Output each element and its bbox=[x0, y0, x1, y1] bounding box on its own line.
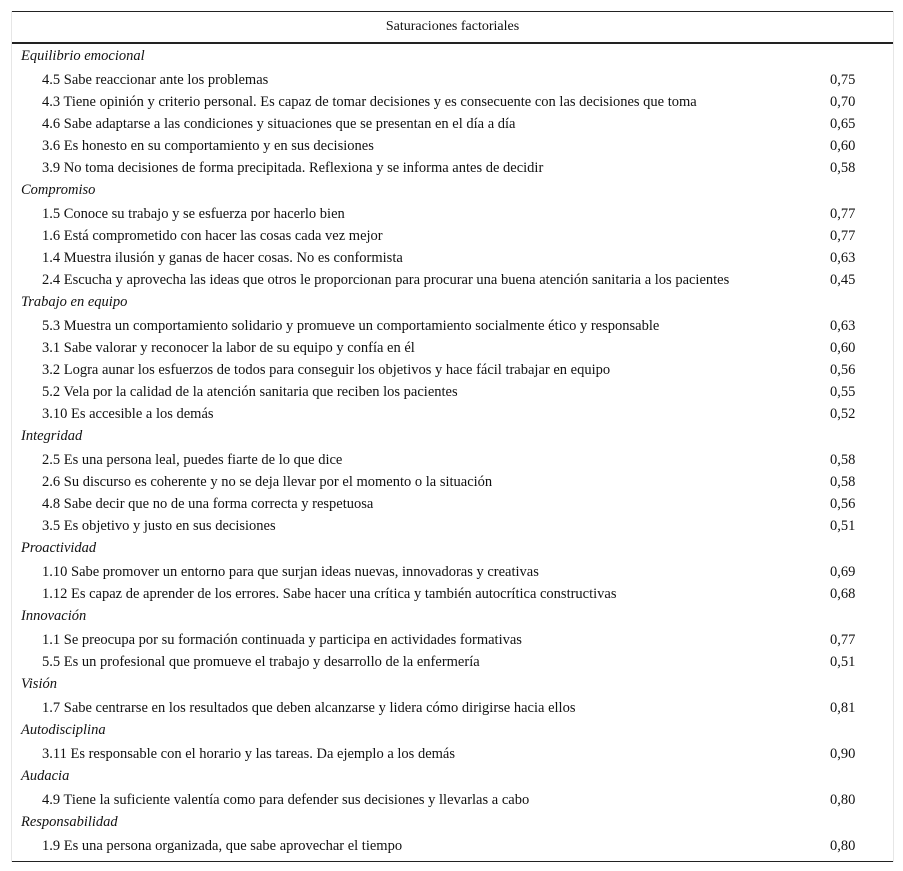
item-label: 3.2 Logra aunar los esfuerzos de todos para conseguir los objetivos y hace fácil trabajar en equipo bbox=[42, 362, 611, 378]
item-loading-value: 0,63 bbox=[830, 318, 856, 334]
table-row bbox=[12, 269, 893, 291]
item-label: 4.8 Sabe decir que no de una forma correcta y respetuosa bbox=[42, 496, 374, 512]
item-label: 5.2 Vela por la calidad de la atención sanitaria que reciben los pacientes bbox=[42, 384, 458, 400]
table-row bbox=[12, 381, 893, 403]
item-loading-value: 0,60 bbox=[830, 138, 856, 154]
table-header: Saturaciones factoriales bbox=[385, 19, 520, 34]
item-loading-value: 0,77 bbox=[830, 206, 856, 222]
item-loading-value: 0,81 bbox=[830, 700, 856, 716]
table-row bbox=[12, 651, 893, 673]
table-row bbox=[12, 247, 893, 269]
item-loading-value: 0,80 bbox=[830, 792, 856, 808]
table-row bbox=[12, 69, 893, 91]
item-label: 5.3 Muestra un comportamiento solidario y promueve un comportamiento socialmente ético y responsable bbox=[42, 318, 660, 334]
table-row bbox=[12, 493, 893, 515]
group-heading: Innovación bbox=[21, 608, 87, 624]
group-heading: Audacia bbox=[21, 768, 70, 784]
table-row bbox=[12, 515, 893, 537]
item-label: 3.6 Es honesto en su comportamiento y en sus decisiones bbox=[42, 138, 374, 154]
item-label: 5.5 Es un profesional que promueve el trabajo y desarrollo de la enfermería bbox=[42, 654, 480, 670]
table-row bbox=[12, 471, 893, 493]
group-heading: Proactividad bbox=[21, 540, 97, 556]
item-loading-value: 0,52 bbox=[830, 406, 856, 422]
item-loading-value: 0,51 bbox=[830, 518, 856, 534]
item-label: 1.5 Conoce su trabajo y se esfuerza por hacerlo bien bbox=[42, 206, 345, 222]
item-label: 1.4 Muestra ilusión y ganas de hacer cosas. No es conformista bbox=[42, 250, 403, 266]
item-label: 3.9 No toma decisiones de forma precipitada. Reflexiona y se informa antes de decidir bbox=[42, 160, 544, 176]
table-row bbox=[12, 113, 893, 135]
item-label: 1.1 Se preocupa por su formación continuada y participa en actividades formativas bbox=[42, 632, 522, 648]
group-heading: Responsabilidad bbox=[21, 814, 118, 830]
item-loading-value: 0,58 bbox=[830, 160, 856, 176]
item-label: 4.6 Sabe adaptarse a las condiciones y situaciones que se presentan en el día a día bbox=[42, 116, 516, 132]
item-loading-value: 0,69 bbox=[830, 564, 856, 580]
item-loading-value: 0,65 bbox=[830, 116, 856, 132]
bottom-rule bbox=[12, 861, 893, 862]
item-loading-value: 0,68 bbox=[830, 586, 856, 602]
item-loading-value: 0,55 bbox=[830, 384, 856, 400]
item-loading-value: 0,45 bbox=[830, 272, 856, 288]
table-row bbox=[12, 743, 893, 765]
table-row bbox=[12, 225, 893, 247]
item-label: 1.7 Sabe centrarse en los resultados que deben alcanzarse y lidera cómo dirigirse hacia ellos bbox=[42, 700, 576, 716]
item-loading-value: 0,56 bbox=[830, 496, 856, 512]
table-row bbox=[12, 403, 893, 425]
table-row bbox=[12, 359, 893, 381]
item-loading-value: 0,51 bbox=[830, 654, 856, 670]
item-loading-value: 0,58 bbox=[830, 474, 856, 490]
table-body bbox=[12, 44, 893, 857]
item-label: 1.10 Sabe promover un entorno para que surjan ideas nuevas, innovadoras y creativas bbox=[42, 564, 539, 580]
item-loading-value: 0,70 bbox=[830, 94, 856, 110]
item-label: 4.9 Tiene la suficiente valentía como para defender sus decisiones y llevarlas a cabo bbox=[42, 792, 530, 808]
item-loading-value: 0,60 bbox=[830, 340, 856, 356]
item-loading-value: 0,77 bbox=[830, 228, 856, 244]
item-label: 2.5 Es una persona leal, puedes fiarte de lo que dice bbox=[42, 452, 343, 468]
table-row bbox=[12, 561, 893, 583]
item-label: 4.5 Sabe reaccionar ante los problemas bbox=[42, 72, 269, 88]
group-heading: Integridad bbox=[21, 428, 83, 444]
table-row bbox=[12, 315, 893, 337]
table-row bbox=[12, 629, 893, 651]
item-loading-value: 0,56 bbox=[830, 362, 856, 378]
item-loading-value: 0,80 bbox=[830, 838, 856, 854]
table-row bbox=[12, 337, 893, 359]
factor-loadings-table bbox=[11, 11, 894, 862]
item-loading-value: 0,75 bbox=[830, 72, 856, 88]
group-heading: Trabajo en equipo bbox=[21, 294, 128, 310]
item-loading-value: 0,58 bbox=[830, 452, 856, 468]
item-label: 4.3 Tiene opinión y criterio personal. Es capaz de tomar decisiones y es consecuente con las decisiones que toma bbox=[42, 94, 697, 110]
item-loading-value: 0,63 bbox=[830, 250, 856, 266]
table-row bbox=[12, 157, 893, 179]
table-row bbox=[12, 789, 893, 811]
table-row bbox=[12, 91, 893, 113]
table-row bbox=[12, 135, 893, 157]
item-label: 1.6 Está comprometido con hacer las cosas cada vez mejor bbox=[42, 228, 383, 244]
item-label: 2.4 Escucha y aprovecha las ideas que otros le proporcionan para procurar una buena atención sanitaria a los pacientes bbox=[42, 272, 730, 288]
item-label: 3.5 Es objetivo y justo en sus decisiones bbox=[42, 518, 276, 534]
table-row bbox=[12, 835, 893, 857]
group-heading: Compromiso bbox=[21, 182, 96, 198]
item-label: 3.1 Sabe valorar y reconocer la labor de su equipo y confía en él bbox=[42, 340, 415, 356]
group-heading: Visión bbox=[21, 676, 57, 692]
item-loading-value: 0,90 bbox=[830, 746, 856, 762]
table-row bbox=[12, 203, 893, 225]
item-loading-value: 0,77 bbox=[830, 632, 856, 648]
table-row bbox=[12, 697, 893, 719]
group-heading: Equilibrio emocional bbox=[21, 48, 145, 64]
table-row bbox=[12, 449, 893, 471]
item-label: 3.10 Es accesible a los demás bbox=[42, 406, 214, 422]
group-heading: Autodisciplina bbox=[21, 722, 106, 738]
item-label: 2.6 Su discurso es coherente y no se deja llevar por el momento o la situación bbox=[42, 474, 493, 490]
item-label: 3.11 Es responsable con el horario y las tareas. Da ejemplo a los demás bbox=[42, 746, 455, 762]
item-label: 1.9 Es una persona organizada, que sabe aprovechar el tiempo bbox=[42, 838, 403, 854]
item-label: 1.12 Es capaz de aprender de los errores. Sabe hacer una crítica y también autocrítica constructivas bbox=[42, 586, 617, 602]
table-row bbox=[12, 583, 893, 605]
